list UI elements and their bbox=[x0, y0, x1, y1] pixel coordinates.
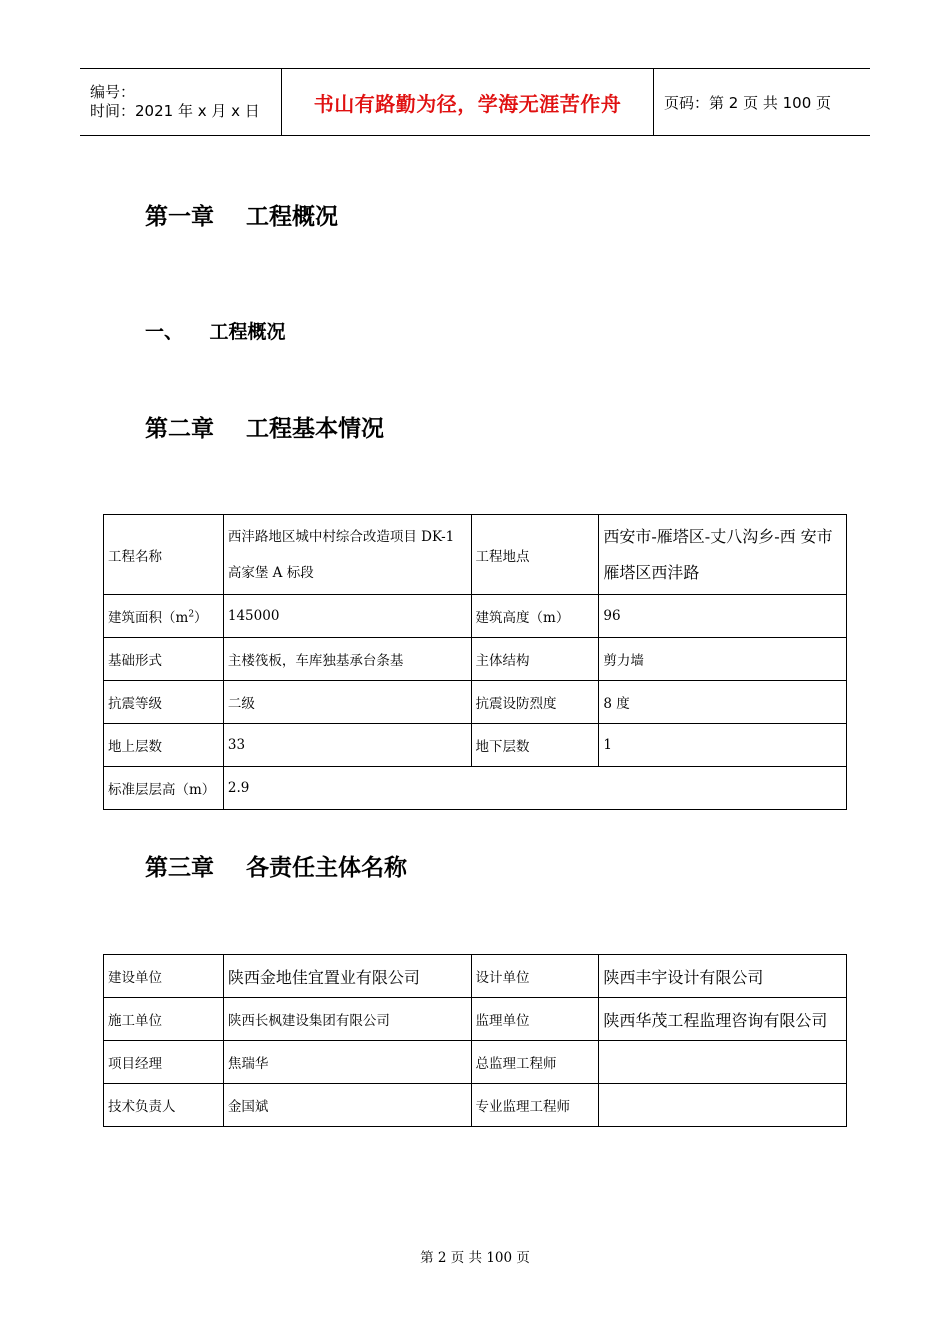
table-cell: 建设单位 bbox=[104, 955, 224, 998]
table-cell: 施工单位 bbox=[104, 998, 224, 1041]
table-cell: 抗震设防烈度 bbox=[471, 681, 599, 724]
table-cell: 基础形式 bbox=[104, 638, 224, 681]
document-number-label: 编号： bbox=[90, 83, 136, 101]
chapter-2-title: 第二章 工程基本情况 bbox=[145, 416, 385, 442]
table-cell: 145000 bbox=[223, 595, 471, 638]
table-cell: 陕西丰宇设计有限公司 bbox=[599, 955, 847, 998]
section-1-title: 一、 工程概况 bbox=[145, 321, 286, 343]
table-row bbox=[104, 998, 847, 1041]
document-time-label: 时间：2021 年 x 月 x 日 bbox=[90, 102, 260, 120]
table-cell: 建筑高度（m） bbox=[471, 595, 599, 638]
table-cell bbox=[599, 1041, 847, 1084]
header-motto: 书山有路勤为径，学海无涯苦作舟 bbox=[313, 91, 622, 116]
table-cell: 剪力墙 bbox=[599, 638, 847, 681]
table-row bbox=[104, 724, 847, 767]
table-cell: 焦瑞华 bbox=[223, 1041, 471, 1084]
table-cell: 96 bbox=[599, 595, 847, 638]
table-cell: 二级 bbox=[223, 681, 471, 724]
table-row bbox=[104, 638, 847, 681]
chapter-1-title: 第一章 工程概况 bbox=[145, 204, 339, 230]
header-left-cell bbox=[80, 69, 282, 135]
table-cell: 地下层数 bbox=[471, 724, 599, 767]
table-row bbox=[104, 767, 847, 810]
table-cell: 总监理工程师 bbox=[471, 1041, 599, 1084]
table-cell: 陕西长枫建设集团有限公司 bbox=[223, 998, 471, 1041]
table-cell: 西安市-雁塔区-丈八沟乡-西 安市雁塔区西沣路 bbox=[599, 515, 847, 595]
table-cell: 工程名称 bbox=[104, 515, 224, 595]
table-cell: 1 bbox=[599, 724, 847, 767]
table-row bbox=[104, 515, 847, 595]
table-cell: 主体结构 bbox=[471, 638, 599, 681]
area-label-superscript: 2 bbox=[188, 609, 195, 620]
table-cell: 项目经理 bbox=[104, 1041, 224, 1084]
table-cell: 33 bbox=[223, 724, 471, 767]
table-cell: 2.9 bbox=[223, 767, 846, 810]
page-footer: 第 2 页 共 100 页 bbox=[420, 1250, 530, 1266]
table-cell bbox=[599, 1084, 847, 1127]
chapter-3-title: 第三章 各责任主体名称 bbox=[145, 855, 408, 881]
table-row bbox=[104, 955, 847, 998]
table-cell: 监理单位 bbox=[471, 998, 599, 1041]
header-page-label: 页码：第 2 页 共 100 页 bbox=[664, 93, 832, 112]
page-header bbox=[80, 68, 870, 136]
table-cell: 陕西金地佳宜置业有限公司 bbox=[223, 955, 471, 998]
table-cell: 抗震等级 bbox=[104, 681, 224, 724]
header-page-cell bbox=[654, 69, 870, 135]
table-row bbox=[104, 1041, 847, 1084]
table-row bbox=[104, 681, 847, 724]
area-label: 建筑面积（m bbox=[108, 610, 189, 626]
table-cell: 主楼筏板，车库独基承台条基 bbox=[223, 638, 471, 681]
table-row bbox=[104, 595, 847, 638]
responsible-parties-table bbox=[103, 954, 847, 1127]
table-cell: 8 度 bbox=[599, 681, 847, 724]
header-motto-cell bbox=[282, 69, 654, 135]
table-cell: 专业监理工程师 bbox=[471, 1084, 599, 1127]
table-cell bbox=[104, 595, 224, 638]
table-cell: 工程地点 bbox=[471, 515, 599, 595]
table-cell: 地上层数 bbox=[104, 724, 224, 767]
table-row bbox=[104, 1084, 847, 1127]
area-label-end: ） bbox=[194, 610, 208, 626]
table-cell: 陕西华茂工程监理咨询有限公司 bbox=[599, 998, 847, 1041]
table-cell: 西沣路地区城中村综合改造项目 DK-1 高家堡 A 标段 bbox=[223, 515, 471, 595]
table-cell: 技术负责人 bbox=[104, 1084, 224, 1127]
table-cell: 金国斌 bbox=[223, 1084, 471, 1127]
table-cell: 设计单位 bbox=[471, 955, 599, 998]
table-cell: 标准层层高（m） bbox=[104, 767, 224, 810]
project-info-table bbox=[103, 514, 847, 810]
